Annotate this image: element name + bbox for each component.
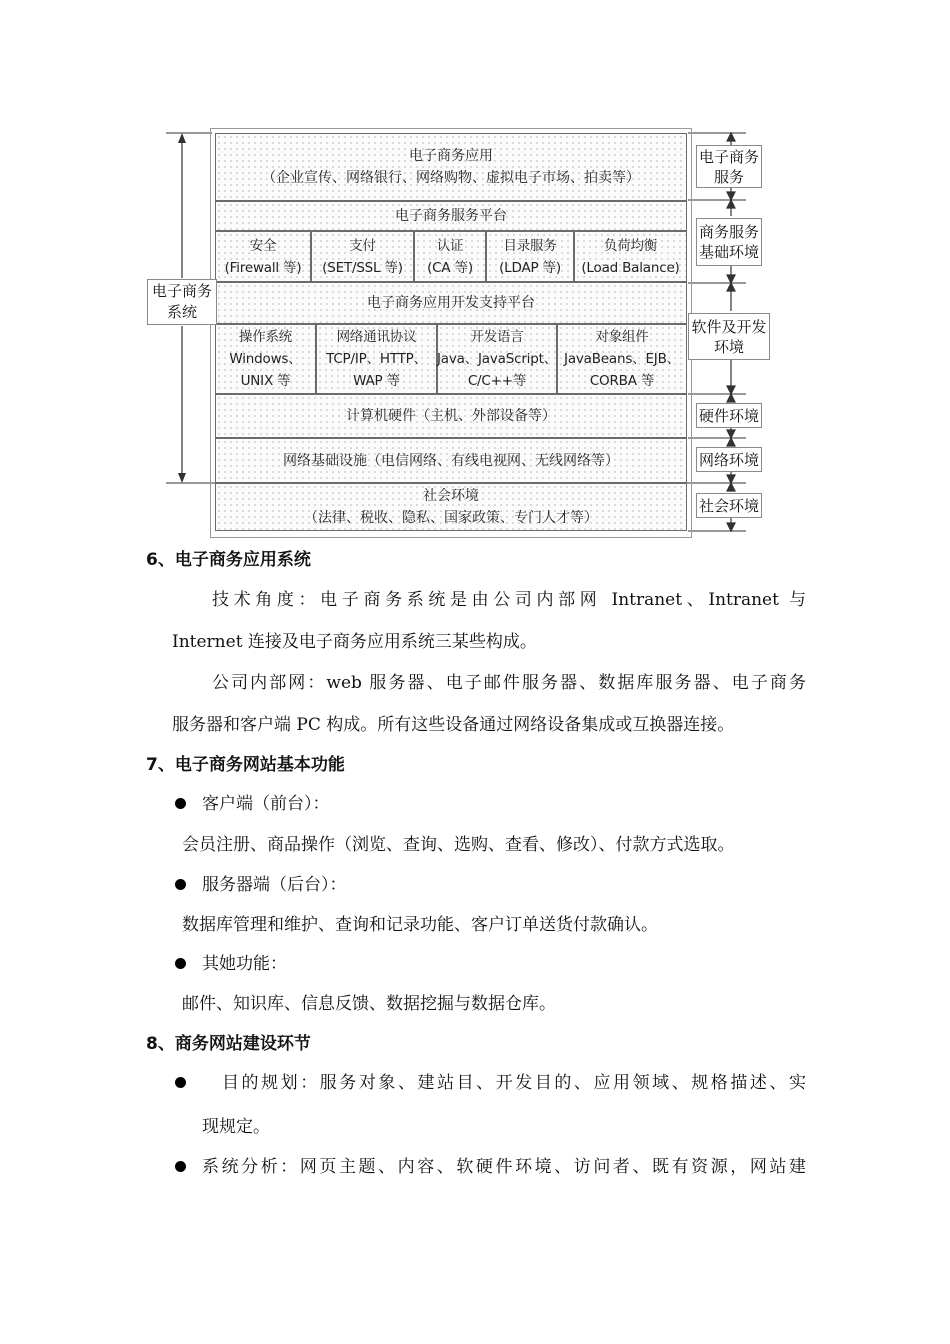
app-layer-title: 电子商务应用	[409, 148, 493, 164]
service-detail: (CA 等)	[427, 259, 473, 276]
right-label-network-env	[696, 447, 762, 472]
dev-cell-protocol	[316, 324, 437, 394]
right-label-line2: 环境	[713, 337, 744, 356]
section-6-heading: 6、电子商务应用系统	[146, 550, 311, 570]
dev-cell-language	[437, 324, 557, 394]
service-detail: (LDAP 等)	[499, 259, 561, 276]
service-platform-cell	[215, 201, 687, 231]
right-label-business-env	[696, 218, 762, 266]
right-label-hardware-env	[696, 403, 762, 428]
service-cell-payment	[311, 231, 414, 282]
social-subtitle: （法律、税收、隐私、国家政策、专门人才等）	[304, 510, 598, 526]
section-8-item-1-line2: 现规定。	[202, 1117, 270, 1137]
dev-item-line2: CORBA 等	[589, 373, 655, 389]
bullet-icon	[175, 1161, 186, 1172]
dev-item-line2: C/C++等	[467, 373, 527, 389]
network-cell	[215, 438, 687, 483]
network-text: 网络基础设施（电信网络、有线电视网、无线网络等）	[283, 452, 619, 469]
service-cell-auth	[414, 231, 486, 282]
section-8-heading: 8、商务网站建设环节	[146, 1034, 311, 1054]
bullet-icon	[175, 958, 186, 969]
dev-platform-cell	[215, 282, 687, 324]
social-cell	[215, 483, 687, 531]
service-detail: (Load Balance)	[581, 259, 680, 276]
right-label-line1: 网络环境	[698, 450, 759, 469]
section-7-item-1-label: 客户端（前台）：	[202, 794, 330, 814]
dev-cell-components	[557, 324, 687, 394]
bullet-icon	[175, 798, 186, 809]
service-cell-security	[215, 231, 311, 282]
app-layer-subtitle: （企业宣传、网络银行、网络购物、虚拟电子市场、拍卖等）	[262, 170, 640, 186]
service-detail: (SET/SSL 等)	[322, 259, 403, 276]
right-label-line1: 电子商务	[698, 147, 759, 166]
section-6-p1-line1: 技术角度：电子商务系统是由公司内部网 Intranet、Intranet 与	[212, 590, 806, 610]
right-label-line2: 服务	[713, 167, 744, 186]
service-platform-title: 电子商务服务平台	[395, 208, 507, 224]
right-label-ecommerce-service	[696, 145, 762, 188]
service-name: 认证	[436, 237, 464, 254]
right-label-line1: 软件及开发	[691, 317, 767, 336]
hardware-text: 计算机硬件（主机、外部设备等）	[346, 408, 556, 424]
section-6-p2-line1: 公司内部网：web 服务器、电子邮件服务器、数据库服务器、电子商务	[212, 673, 806, 693]
section-7-heading: 7、电子商务网站基本功能	[146, 755, 345, 775]
dev-item-line1: TCP/IP、HTTP、	[326, 351, 427, 367]
hardware-cell	[215, 394, 687, 438]
section-7-item-3-desc: 邮件、知识库、信息反馈、数据挖掘与数据仓库。	[182, 994, 556, 1014]
social-title: 社会环境	[423, 488, 479, 504]
section-7-item-2-label: 服务器端（后台）：	[202, 875, 347, 895]
dev-item-line1: Java、JavaScript、	[437, 351, 557, 367]
dev-item-line2: WAP 等	[353, 373, 400, 389]
left-label-line1: 电子商务	[151, 282, 212, 300]
dev-item-name: 开发语言	[470, 329, 524, 345]
right-label-line1: 社会环境	[698, 496, 759, 515]
left-label-line2: 系统	[166, 303, 197, 321]
section-8-item-1-line1: 目的规划：服务对象、建站目、开发目的、应用领域、规格描述、实	[222, 1073, 806, 1093]
bullet-icon	[175, 1077, 186, 1088]
dev-platform-title: 电子商务应用开发支持平台	[367, 295, 535, 311]
dev-item-name: 对象组件	[595, 329, 649, 345]
dev-cell-os	[215, 324, 316, 394]
dev-item-line1: Windows、	[229, 351, 302, 367]
right-label-social-env	[696, 493, 762, 518]
section-7-item-1-desc: 会员注册、商品操作（浏览、查询、选购、查看、修改）、付款方式选取。	[182, 835, 735, 855]
dev-item-line1: JavaBeans、EJB、	[564, 351, 680, 367]
section-7-item-2-desc: 数据库管理和维护、查询和记录功能、客户订单送货付款确认。	[182, 915, 658, 935]
service-cell-directory	[486, 231, 574, 282]
section-7-item-3-label: 其她功能：	[202, 954, 287, 974]
service-name: 负荷均衡	[603, 237, 658, 254]
section-6-p1-line2: Internet 连接及电子商务应用系统三某些构成。	[172, 632, 537, 652]
service-detail: (Firewall 等)	[224, 259, 302, 276]
service-name: 安全	[249, 237, 277, 254]
right-label-line1: 硬件环境	[698, 406, 759, 425]
app-layer-cell	[215, 133, 687, 201]
left-label-ecommerce-system	[147, 279, 217, 325]
service-name: 目录服务	[503, 237, 557, 254]
right-label-line2: 基础环境	[698, 243, 759, 261]
right-label-line1: 商务服务	[698, 223, 759, 241]
ecommerce-architecture-diagram	[0, 0, 950, 545]
dev-item-line2: UNIX 等	[240, 373, 291, 389]
dev-item-name: 操作系统	[238, 329, 293, 345]
section-8-item-2-line1: 系统分析：网页主题、内容、软硬件环境、访问者、既有资源，网站建	[202, 1157, 806, 1177]
bullet-icon	[175, 879, 186, 890]
service-cell-load-balance	[574, 231, 687, 282]
service-name: 支付	[349, 237, 376, 254]
dev-item-name: 网络通讯协议	[336, 329, 417, 345]
right-label-software-env	[688, 313, 770, 360]
section-6-p2-line2: 服务器和客户端 PC 构成。所有这些设备通过网络设备集成或互换器连接。	[172, 715, 735, 735]
